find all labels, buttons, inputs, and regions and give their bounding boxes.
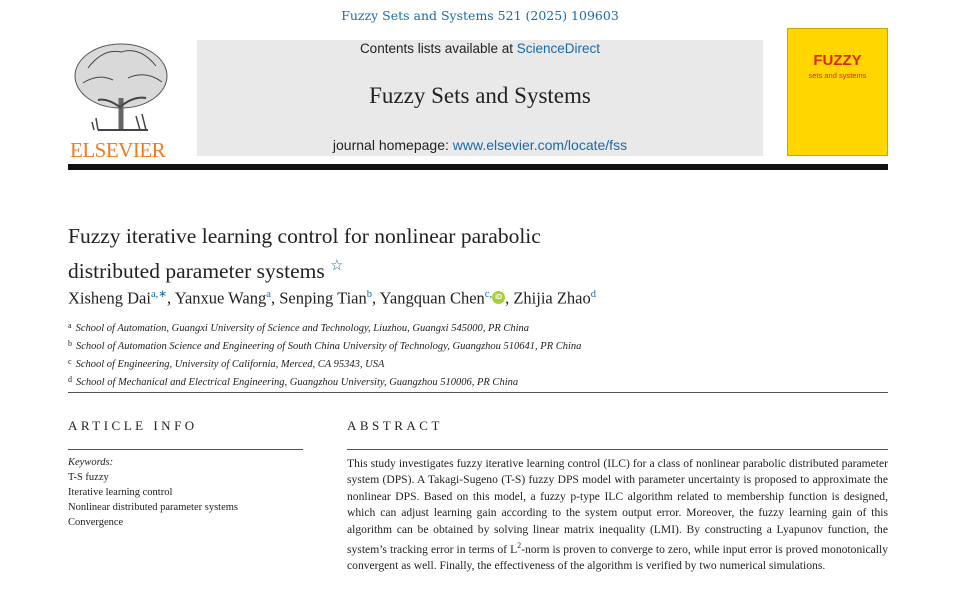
affiliation-label: c — [68, 357, 72, 366]
author-separator: , — [372, 288, 380, 308]
section-divider — [68, 392, 888, 393]
sciencedirect-link[interactable]: ScienceDirect — [516, 41, 601, 56]
affiliation-text: School of Automation Science and Engineering of South China University of Technology, Guangzhou 510641, PR China — [76, 341, 582, 352]
author-affiliation-marker[interactable]: a — [266, 289, 271, 300]
cover-subtitle: sets and systems — [808, 71, 867, 80]
abstract-heading: ABSTRACT — [347, 418, 443, 433]
title-footnote-star-icon[interactable]: ☆ — [330, 258, 344, 274]
author-separator: , — [167, 288, 175, 308]
author-affiliation-marker[interactable]: c, — [484, 289, 493, 300]
abstract-body-part-2: -norm is proven to converge to zero, while input error is proved monotonically convergent as well. Finally, the effectiveness of the algorithm is verified by two numerical simulations. — [347, 542, 888, 573]
affiliation-item — [68, 318, 888, 336]
author-name[interactable]: Yangquan Chen — [379, 288, 485, 308]
author-separator: , — [505, 288, 514, 308]
affiliation-item — [68, 336, 888, 354]
orcid-icon[interactable]: iD — [492, 291, 505, 304]
homepage-line — [197, 137, 763, 153]
homepage-link[interactable]: www.elsevier.com/locate/fss — [452, 137, 628, 153]
affiliation-label: d — [68, 375, 72, 384]
article-info-rule — [68, 449, 303, 450]
author-separator: , — [270, 288, 280, 308]
homepage-prefix: journal homepage: — [332, 137, 453, 153]
author-affiliation-marker[interactable]: b — [366, 289, 373, 300]
journal-title[interactable]: Fuzzy Sets and Systems — [369, 83, 591, 108]
journal-cover-thumbnail[interactable] — [787, 28, 888, 156]
author-name[interactable]: Yanxue Wang — [174, 288, 267, 308]
author-affiliation-marker[interactable]: d — [590, 289, 597, 300]
article-info-heading: ARTICLE INFO — [68, 418, 198, 433]
affiliation-label: b — [68, 339, 72, 348]
contents-line — [197, 41, 763, 56]
article-title — [68, 221, 768, 286]
abstract-text — [347, 456, 888, 575]
title-line-1: Fuzzy iterative learning control for nonlinear parabolic — [68, 224, 541, 248]
author-list — [68, 288, 888, 309]
header-divider — [68, 164, 888, 170]
keywords-block — [68, 455, 308, 530]
keyword-item[interactable]: T-S fuzzy — [68, 472, 109, 483]
cover-title: FUZZY — [813, 52, 862, 69]
author-affiliation-marker[interactable]: a,∗ — [150, 289, 168, 300]
keywords-label: Keywords: — [68, 457, 114, 468]
keyword-item[interactable]: Nonlinear distributed parameter systems — [68, 502, 238, 513]
affiliation-item — [68, 354, 888, 372]
title-line-2: distributed parameter systems — [68, 259, 325, 283]
affiliation-text: School of Engineering, University of California, Merced, CA 95343, USA — [75, 359, 385, 370]
abstract-rule — [347, 449, 888, 450]
contents-prefix: Contents lists available at — [359, 41, 517, 56]
affiliation-label: a — [68, 321, 72, 330]
keyword-item[interactable]: Iterative learning control — [68, 487, 173, 498]
affiliation-list — [68, 318, 888, 390]
abstract-superscript: 2 — [517, 541, 522, 551]
author-name[interactable]: Xisheng Dai — [68, 288, 151, 308]
affiliation-text: School of Automation, Guangxi University of Science and Technology, Liuzhou, Guangxi 545000, PR China — [75, 323, 530, 334]
author-name[interactable]: Zhijia Zhao — [513, 288, 591, 308]
abstract-body-part-1: This study investigates fuzzy iterative learning control (ILC) for a class of nonlinear parabolic distributed parameter system (DPS). A Takagi-Sugeno (T-S) fuzzy DPS model with parameter uncertainty is proposed to approximate the nonlinear DPS. Based on this model, a fuzzy p-type ILC algorithm related to membership function is designed, which can adjust learning gain according to the system output error. Moreover, the fuzzy learning gain of this algorithm can be obtained by solving linear matrix inequality (LMI). By constructing a Lyapunov function, the system’s tracking error in terms of L — [347, 457, 888, 556]
author-name[interactable]: Senping Tian — [279, 288, 367, 308]
journal-reference[interactable]: Fuzzy Sets and Systems 521 (2025) 109603 — [341, 8, 619, 23]
affiliation-text: School of Mechanical and Electrical Engineering, Guangzhou University, Guangzhou 510006, PR China — [76, 377, 519, 388]
keyword-item[interactable]: Convergence — [68, 517, 124, 528]
affiliation-item — [68, 372, 888, 390]
publisher-wordmark[interactable]: ELSEVIER — [70, 138, 166, 162]
